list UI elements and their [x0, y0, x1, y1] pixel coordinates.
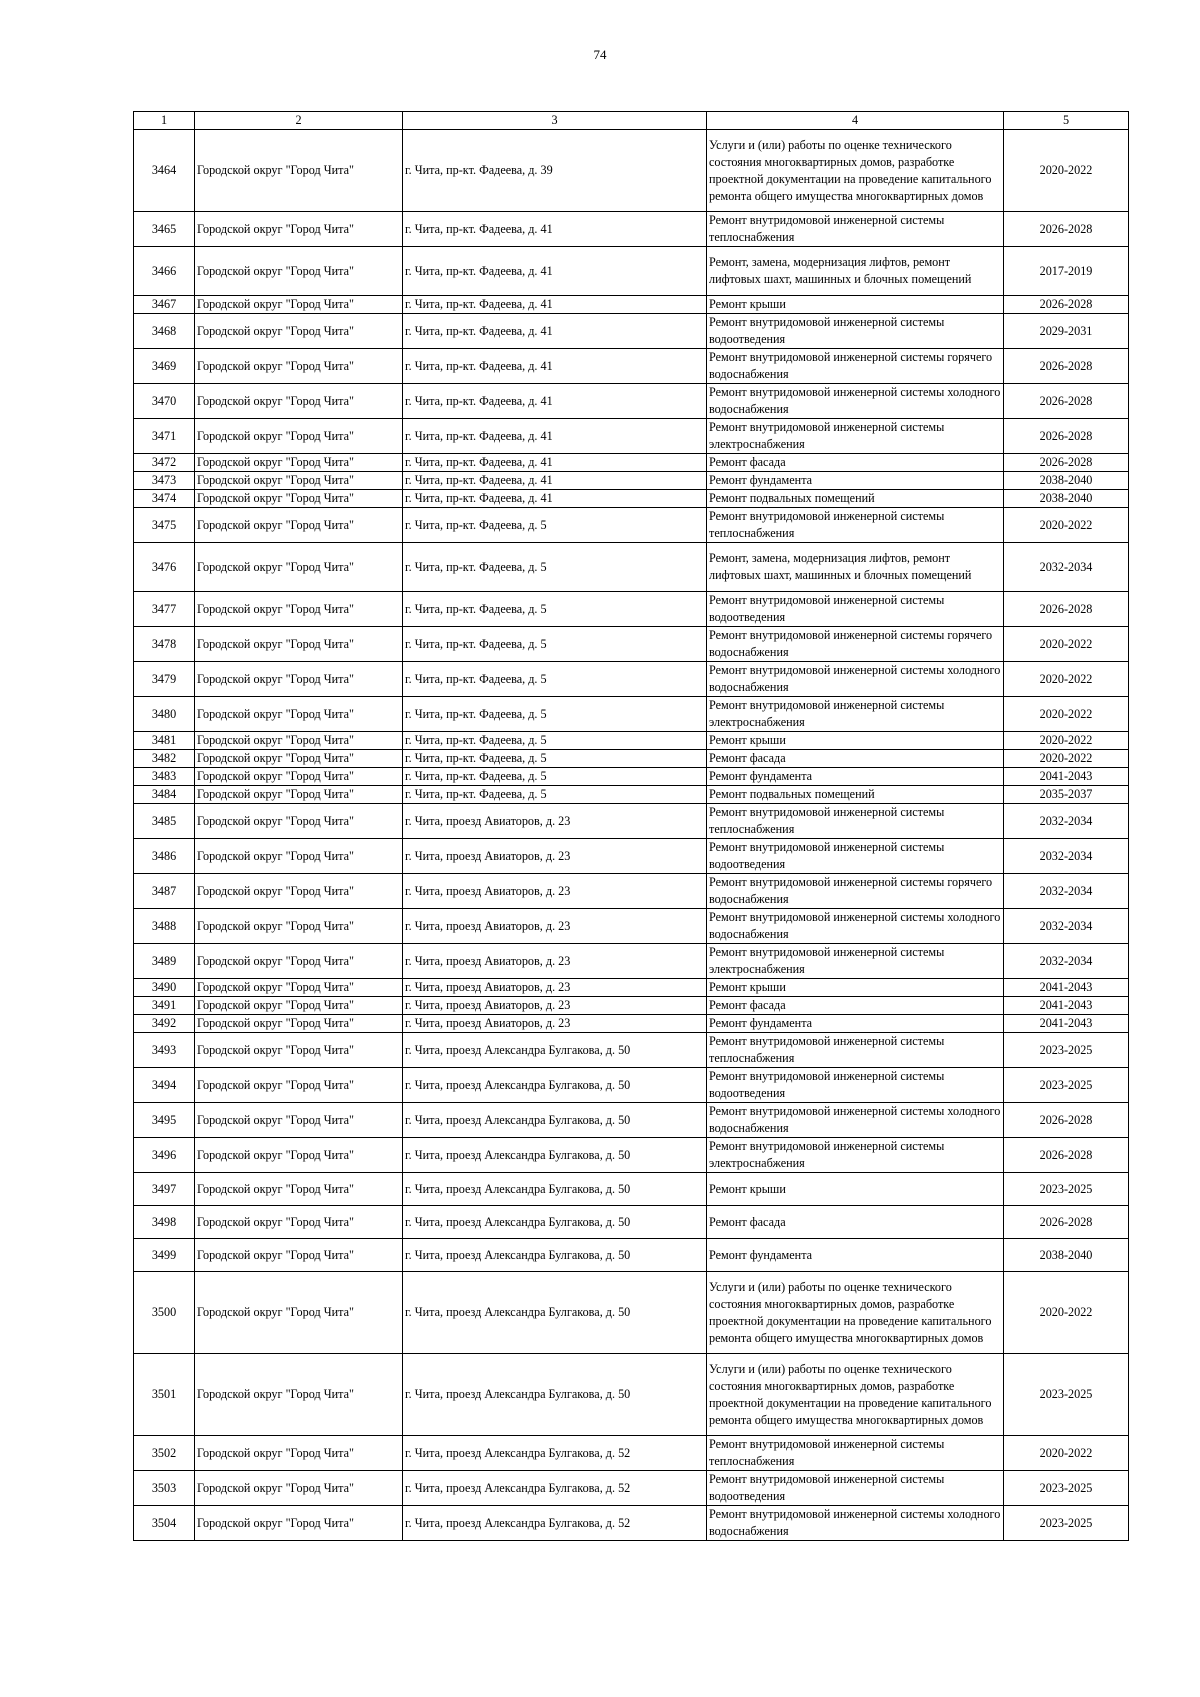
row-number-cell: 3490: [134, 979, 195, 997]
row-number-cell: 3498: [134, 1206, 195, 1239]
period-cell: 2038-2040: [1004, 472, 1129, 490]
row-number-cell: 3499: [134, 1239, 195, 1272]
municipality-cell: Городской округ "Город Чита": [195, 314, 403, 349]
period-cell: 2020-2022: [1004, 732, 1129, 750]
municipality-cell: Городской округ "Город Чита": [195, 768, 403, 786]
row-number-cell: 3486: [134, 839, 195, 874]
period-cell: 2041-2043: [1004, 1015, 1129, 1033]
municipality-cell: Городской округ "Город Чита": [195, 349, 403, 384]
period-cell: 2032-2034: [1004, 543, 1129, 592]
row-number-cell: 3500: [134, 1272, 195, 1354]
table-row: [134, 997, 1129, 1015]
work-type-cell: Услуги и (или) работы по оценке технического состояния многоквартирных домов, разработке проектной документации на проведение капитального ремонта общего имущества многоквартирных домов: [707, 1354, 1004, 1436]
period-cell: 2017-2019: [1004, 247, 1129, 296]
municipality-cell: Городской округ "Город Чита": [195, 909, 403, 944]
row-number-cell: 3487: [134, 874, 195, 909]
row-number-cell: 3497: [134, 1173, 195, 1206]
municipality-cell: Городской округ "Город Чита": [195, 1436, 403, 1471]
municipality-cell: Городской округ "Город Чита": [195, 1033, 403, 1068]
table-row: [134, 1239, 1129, 1272]
repair-schedule-table: [133, 111, 1129, 1541]
address-cell: г. Чита, проезд Александра Булгакова, д. 50: [403, 1068, 707, 1103]
table-row: [134, 1015, 1129, 1033]
table-row: [134, 1272, 1129, 1354]
period-cell: 2032-2034: [1004, 839, 1129, 874]
work-type-cell: Ремонт подвальных помещений: [707, 786, 1004, 804]
municipality-cell: Городской округ "Город Чита": [195, 1068, 403, 1103]
work-type-cell: Ремонт внутридомовой инженерной системы теплоснабжения: [707, 1436, 1004, 1471]
table-row: [134, 130, 1129, 212]
row-number-cell: 3501: [134, 1354, 195, 1436]
address-cell: г. Чита, проезд Александра Булгакова, д. 52: [403, 1471, 707, 1506]
row-number-cell: 3477: [134, 592, 195, 627]
row-number-cell: 3474: [134, 490, 195, 508]
work-type-cell: Ремонт внутридомовой инженерной системы горячего водоснабжения: [707, 349, 1004, 384]
municipality-cell: Городской округ "Город Чита": [195, 490, 403, 508]
address-cell: г. Чита, пр-кт. Фадеева, д. 41: [403, 212, 707, 247]
row-number-cell: 3491: [134, 997, 195, 1015]
row-number-cell: 3476: [134, 543, 195, 592]
row-number-cell: 3503: [134, 1471, 195, 1506]
address-cell: г. Чита, проезд Авиаторов, д. 23: [403, 979, 707, 997]
address-cell: г. Чита, проезд Авиаторов, д. 23: [403, 1015, 707, 1033]
work-type-cell: Услуги и (или) работы по оценке технического состояния многоквартирных домов, разработке проектной документации на проведение капитального ремонта общего имущества многоквартирных домов: [707, 130, 1004, 212]
table-row: [134, 786, 1129, 804]
table-row: [134, 909, 1129, 944]
row-number-cell: 3483: [134, 768, 195, 786]
work-type-cell: Ремонт внутридомовой инженерной системы холодного водоснабжения: [707, 384, 1004, 419]
table-row: [134, 543, 1129, 592]
row-number-cell: 3502: [134, 1436, 195, 1471]
address-cell: г. Чита, проезд Александра Булгакова, д. 50: [403, 1138, 707, 1173]
municipality-cell: Городской округ "Город Чита": [195, 130, 403, 212]
municipality-cell: Городской округ "Город Чита": [195, 979, 403, 997]
row-number-cell: 3468: [134, 314, 195, 349]
municipality-cell: Городской округ "Город Чита": [195, 472, 403, 490]
address-cell: г. Чита, проезд Авиаторов, д. 23: [403, 839, 707, 874]
table-row: [134, 1354, 1129, 1436]
work-type-cell: Ремонт, замена, модернизация лифтов, ремонт лифтовых шахт, машинных и блочных помещений: [707, 543, 1004, 592]
row-number-cell: 3475: [134, 508, 195, 543]
municipality-cell: Городской округ "Город Чита": [195, 662, 403, 697]
table-header-row: [134, 112, 1129, 130]
period-cell: 2026-2028: [1004, 454, 1129, 472]
municipality-cell: Городской округ "Город Чита": [195, 1239, 403, 1272]
row-number-cell: 3471: [134, 419, 195, 454]
address-cell: г. Чита, проезд Авиаторов, д. 23: [403, 804, 707, 839]
period-cell: 2026-2028: [1004, 349, 1129, 384]
work-type-cell: Ремонт внутридомовой инженерной системы горячего водоснабжения: [707, 627, 1004, 662]
row-number-cell: 3488: [134, 909, 195, 944]
municipality-cell: Городской округ "Город Чита": [195, 839, 403, 874]
address-cell: г. Чита, пр-кт. Фадеева, д. 41: [403, 472, 707, 490]
table-row: [134, 1033, 1129, 1068]
column-header: 1: [134, 112, 195, 130]
row-number-cell: 3470: [134, 384, 195, 419]
table-row: [134, 1436, 1129, 1471]
municipality-cell: Городской округ "Город Чита": [195, 419, 403, 454]
period-cell: 2023-2025: [1004, 1354, 1129, 1436]
municipality-cell: Городской округ "Город Чита": [195, 627, 403, 662]
page-number: 74: [593, 47, 607, 62]
work-type-cell: Ремонт внутридомовой инженерной системы холодного водоснабжения: [707, 662, 1004, 697]
table-row: [134, 1138, 1129, 1173]
period-cell: 2023-2025: [1004, 1068, 1129, 1103]
address-cell: г. Чита, проезд Авиаторов, д. 23: [403, 909, 707, 944]
municipality-cell: Городской округ "Город Чита": [195, 1138, 403, 1173]
municipality-cell: Городской округ "Город Чита": [195, 944, 403, 979]
period-cell: 2038-2040: [1004, 1239, 1129, 1272]
row-number-cell: 3466: [134, 247, 195, 296]
period-cell: 2026-2028: [1004, 1206, 1129, 1239]
table-row: [134, 1206, 1129, 1239]
address-cell: г. Чита, пр-кт. Фадеева, д. 41: [403, 247, 707, 296]
work-type-cell: Ремонт внутридомовой инженерной системы водоотведения: [707, 1068, 1004, 1103]
address-cell: г. Чита, пр-кт. Фадеева, д. 41: [403, 490, 707, 508]
row-number-cell: 3465: [134, 212, 195, 247]
table-row: [134, 874, 1129, 909]
table-row: [134, 750, 1129, 768]
work-type-cell: Ремонт подвальных помещений: [707, 490, 1004, 508]
work-type-cell: Ремонт внутридомовой инженерной системы теплоснабжения: [707, 1033, 1004, 1068]
address-cell: г. Чита, пр-кт. Фадеева, д. 5: [403, 592, 707, 627]
period-cell: 2032-2034: [1004, 874, 1129, 909]
row-number-cell: 3494: [134, 1068, 195, 1103]
row-number-cell: 3479: [134, 662, 195, 697]
work-type-cell: Ремонт внутридомовой инженерной системы холодного водоснабжения: [707, 1506, 1004, 1541]
address-cell: г. Чита, проезд Александра Булгакова, д. 52: [403, 1436, 707, 1471]
period-cell: 2020-2022: [1004, 750, 1129, 768]
period-cell: 2032-2034: [1004, 944, 1129, 979]
municipality-cell: Городской округ "Город Чита": [195, 786, 403, 804]
municipality-cell: Городской округ "Город Чита": [195, 384, 403, 419]
work-type-cell: Ремонт внутридомовой инженерной системы теплоснабжения: [707, 804, 1004, 839]
address-cell: г. Чита, пр-кт. Фадеева, д. 5: [403, 627, 707, 662]
work-type-cell: Ремонт фасада: [707, 750, 1004, 768]
period-cell: 2020-2022: [1004, 1272, 1129, 1354]
work-type-cell: Ремонт крыши: [707, 1173, 1004, 1206]
address-cell: г. Чита, пр-кт. Фадеева, д. 5: [403, 543, 707, 592]
row-number-cell: 3469: [134, 349, 195, 384]
work-type-cell: Ремонт внутридомовой инженерной системы водоотведения: [707, 592, 1004, 627]
address-cell: г. Чита, пр-кт. Фадеева, д. 41: [403, 314, 707, 349]
address-cell: г. Чита, пр-кт. Фадеева, д. 5: [403, 508, 707, 543]
address-cell: г. Чита, пр-кт. Фадеева, д. 5: [403, 786, 707, 804]
address-cell: г. Чита, проезд Александра Булгакова, д. 50: [403, 1033, 707, 1068]
row-number-cell: 3482: [134, 750, 195, 768]
row-number-cell: 3485: [134, 804, 195, 839]
period-cell: 2020-2022: [1004, 662, 1129, 697]
period-cell: 2026-2028: [1004, 592, 1129, 627]
table-row: [134, 384, 1129, 419]
period-cell: 2023-2025: [1004, 1173, 1129, 1206]
row-number-cell: 3480: [134, 697, 195, 732]
municipality-cell: Городской округ "Город Чита": [195, 1354, 403, 1436]
address-cell: г. Чита, проезд Авиаторов, д. 23: [403, 944, 707, 979]
table-row: [134, 768, 1129, 786]
table-row: [134, 314, 1129, 349]
period-cell: 2026-2028: [1004, 296, 1129, 314]
row-number-cell: 3484: [134, 786, 195, 804]
row-number-cell: 3495: [134, 1103, 195, 1138]
municipality-cell: Городской округ "Город Чита": [195, 1272, 403, 1354]
municipality-cell: Городской округ "Город Чита": [195, 212, 403, 247]
municipality-cell: Городской округ "Город Чита": [195, 454, 403, 472]
address-cell: г. Чита, проезд Александра Булгакова, д. 50: [403, 1272, 707, 1354]
table-row: [134, 472, 1129, 490]
row-number-cell: 3504: [134, 1506, 195, 1541]
municipality-cell: Городской округ "Город Чита": [195, 697, 403, 732]
address-cell: г. Чита, пр-кт. Фадеева, д. 41: [403, 296, 707, 314]
period-cell: 2032-2034: [1004, 804, 1129, 839]
municipality-cell: Городской округ "Город Чита": [195, 1506, 403, 1541]
period-cell: 2026-2028: [1004, 1138, 1129, 1173]
table-row: [134, 1068, 1129, 1103]
municipality-cell: Городской округ "Город Чита": [195, 804, 403, 839]
work-type-cell: Ремонт внутридомовой инженерной системы электроснабжения: [707, 419, 1004, 454]
address-cell: г. Чита, пр-кт. Фадеева, д. 41: [403, 349, 707, 384]
municipality-cell: Городской округ "Город Чита": [195, 508, 403, 543]
work-type-cell: Ремонт внутридомовой инженерной системы электроснабжения: [707, 697, 1004, 732]
table-row: [134, 212, 1129, 247]
column-header: 5: [1004, 112, 1129, 130]
table-row: [134, 592, 1129, 627]
work-type-cell: Ремонт внутридомовой инженерной системы водоотведения: [707, 314, 1004, 349]
work-type-cell: Ремонт, замена, модернизация лифтов, ремонт лифтовых шахт, машинных и блочных помещений: [707, 247, 1004, 296]
work-type-cell: Ремонт фундамента: [707, 472, 1004, 490]
period-cell: 2020-2022: [1004, 130, 1129, 212]
address-cell: г. Чита, пр-кт. Фадеева, д. 5: [403, 750, 707, 768]
period-cell: 2020-2022: [1004, 627, 1129, 662]
table-row: [134, 1506, 1129, 1541]
address-cell: г. Чита, пр-кт. Фадеева, д. 41: [403, 419, 707, 454]
municipality-cell: Городской округ "Город Чита": [195, 1206, 403, 1239]
period-cell: 2026-2028: [1004, 384, 1129, 419]
address-cell: г. Чита, пр-кт. Фадеева, д. 5: [403, 732, 707, 750]
period-cell: 2038-2040: [1004, 490, 1129, 508]
period-cell: 2026-2028: [1004, 419, 1129, 454]
table-row: [134, 247, 1129, 296]
period-cell: 2035-2037: [1004, 786, 1129, 804]
table-body: [134, 130, 1129, 1541]
work-type-cell: Ремонт фундамента: [707, 768, 1004, 786]
work-type-cell: Ремонт внутридомовой инженерной системы теплоснабжения: [707, 508, 1004, 543]
table-row: [134, 944, 1129, 979]
period-cell: 2023-2025: [1004, 1506, 1129, 1541]
address-cell: г. Чита, проезд Авиаторов, д. 23: [403, 874, 707, 909]
table-row: [134, 1471, 1129, 1506]
municipality-cell: Городской округ "Город Чита": [195, 1471, 403, 1506]
table-row: [134, 1173, 1129, 1206]
work-type-cell: Ремонт внутридомовой инженерной системы горячего водоснабжения: [707, 874, 1004, 909]
address-cell: г. Чита, проезд Александра Булгакова, д. 50: [403, 1173, 707, 1206]
municipality-cell: Городской округ "Город Чита": [195, 247, 403, 296]
column-header: 4: [707, 112, 1004, 130]
table-row: [134, 419, 1129, 454]
row-number-cell: 3464: [134, 130, 195, 212]
table-row: [134, 454, 1129, 472]
row-number-cell: 3478: [134, 627, 195, 662]
table-row: [134, 839, 1129, 874]
table-row: [134, 296, 1129, 314]
address-cell: г. Чита, проезд Александра Булгакова, д. 50: [403, 1206, 707, 1239]
municipality-cell: Городской округ "Город Чита": [195, 874, 403, 909]
table-row: [134, 804, 1129, 839]
period-cell: 2041-2043: [1004, 997, 1129, 1015]
row-number-cell: 3493: [134, 1033, 195, 1068]
table-row: [134, 697, 1129, 732]
work-type-cell: Ремонт фасада: [707, 997, 1004, 1015]
work-type-cell: Услуги и (или) работы по оценке технического состояния многоквартирных домов, разработке проектной документации на проведение капитального ремонта общего имущества многоквартирных домов: [707, 1272, 1004, 1354]
period-cell: 2026-2028: [1004, 212, 1129, 247]
address-cell: г. Чита, пр-кт. Фадеева, д. 39: [403, 130, 707, 212]
period-cell: 2041-2043: [1004, 979, 1129, 997]
municipality-cell: Городской округ "Город Чита": [195, 1015, 403, 1033]
address-cell: г. Чита, проезд Александра Булгакова, д. 50: [403, 1103, 707, 1138]
address-cell: г. Чита, проезд Александра Булгакова, д. 50: [403, 1354, 707, 1436]
work-type-cell: Ремонт фундамента: [707, 1015, 1004, 1033]
table-row: [134, 490, 1129, 508]
period-cell: 2023-2025: [1004, 1471, 1129, 1506]
column-header: 2: [195, 112, 403, 130]
table-row: [134, 627, 1129, 662]
period-cell: 2026-2028: [1004, 1103, 1129, 1138]
work-type-cell: Ремонт внутридомовой инженерной системы холодного водоснабжения: [707, 909, 1004, 944]
row-number-cell: 3467: [134, 296, 195, 314]
work-type-cell: Ремонт крыши: [707, 979, 1004, 997]
address-cell: г. Чита, пр-кт. Фадеева, д. 5: [403, 768, 707, 786]
municipality-cell: Городской округ "Город Чита": [195, 543, 403, 592]
period-cell: 2020-2022: [1004, 508, 1129, 543]
table-row: [134, 979, 1129, 997]
table-row: [134, 349, 1129, 384]
work-type-cell: Ремонт внутридомовой инженерной системы электроснабжения: [707, 944, 1004, 979]
period-cell: 2041-2043: [1004, 768, 1129, 786]
table-row: [134, 1103, 1129, 1138]
period-cell: 2029-2031: [1004, 314, 1129, 349]
table-row: [134, 508, 1129, 543]
period-cell: 2032-2034: [1004, 909, 1129, 944]
row-number-cell: 3481: [134, 732, 195, 750]
work-type-cell: Ремонт внутридомовой инженерной системы водоотведения: [707, 1471, 1004, 1506]
address-cell: г. Чита, проезд Александра Булгакова, д. 52: [403, 1506, 707, 1541]
table-row: [134, 732, 1129, 750]
column-header: 3: [403, 112, 707, 130]
address-cell: г. Чита, проезд Авиаторов, д. 23: [403, 997, 707, 1015]
municipality-cell: Городской округ "Город Чита": [195, 750, 403, 768]
work-type-cell: Ремонт внутридомовой инженерной системы электроснабжения: [707, 1138, 1004, 1173]
period-cell: 2020-2022: [1004, 1436, 1129, 1471]
municipality-cell: Городской округ "Город Чита": [195, 1173, 403, 1206]
row-number-cell: 3489: [134, 944, 195, 979]
work-type-cell: Ремонт фасада: [707, 454, 1004, 472]
work-type-cell: Ремонт крыши: [707, 732, 1004, 750]
period-cell: 2020-2022: [1004, 697, 1129, 732]
municipality-cell: Городской округ "Город Чита": [195, 1103, 403, 1138]
municipality-cell: Городской округ "Город Чита": [195, 732, 403, 750]
row-number-cell: 3472: [134, 454, 195, 472]
work-type-cell: Ремонт фундамента: [707, 1239, 1004, 1272]
address-cell: г. Чита, пр-кт. Фадеева, д. 5: [403, 697, 707, 732]
municipality-cell: Городской округ "Город Чита": [195, 997, 403, 1015]
address-cell: г. Чита, пр-кт. Фадеева, д. 41: [403, 384, 707, 419]
row-number-cell: 3473: [134, 472, 195, 490]
municipality-cell: Городской округ "Город Чита": [195, 592, 403, 627]
address-cell: г. Чита, пр-кт. Фадеева, д. 41: [403, 454, 707, 472]
work-type-cell: Ремонт внутридомовой инженерной системы водоотведения: [707, 839, 1004, 874]
table-row: [134, 662, 1129, 697]
address-cell: г. Чита, пр-кт. Фадеева, д. 5: [403, 662, 707, 697]
municipality-cell: Городской округ "Город Чита": [195, 296, 403, 314]
period-cell: 2023-2025: [1004, 1033, 1129, 1068]
work-type-cell: Ремонт крыши: [707, 296, 1004, 314]
row-number-cell: 3492: [134, 1015, 195, 1033]
work-type-cell: Ремонт внутридомовой инженерной системы теплоснабжения: [707, 212, 1004, 247]
row-number-cell: 3496: [134, 1138, 195, 1173]
address-cell: г. Чита, проезд Александра Булгакова, д. 50: [403, 1239, 707, 1272]
work-type-cell: Ремонт фасада: [707, 1206, 1004, 1239]
work-type-cell: Ремонт внутридомовой инженерной системы холодного водоснабжения: [707, 1103, 1004, 1138]
